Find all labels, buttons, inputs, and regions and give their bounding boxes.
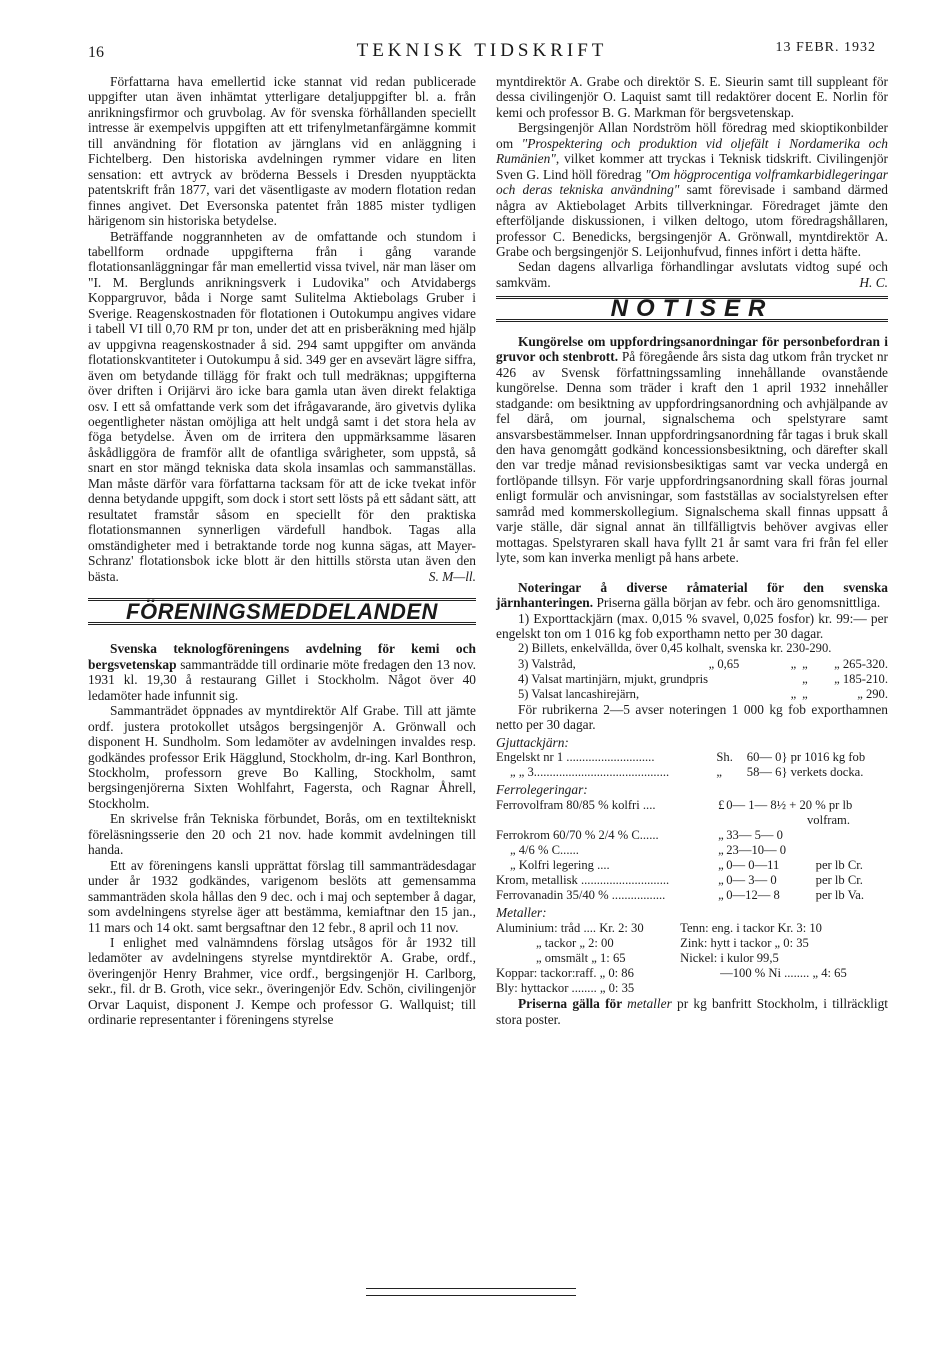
notice-heading: Kungörelse om uppfordringsanordningar för personbefordran i gruvor och stenbrott. xyxy=(496,333,888,365)
lecture-paragraph: Bergsingenjör Allan Nordström höll föredrag med skioptikonbilder om "Prospektering och produktion vid oljefält i Nordamerika och Rumänien", vilket kommer att tryckas i Teknisk tidskrift. Civilingenjör Sven G. Lind höll föredrag "Om högprocentiga volframkarbidlegeringar och deras tekniska användning" samt förevisade i samband därmed några av Aktiebolaget Arbits tillverkningar. Föredraget jämte den efterföljande diskussionen, i vilken deltogo, utom föredragshållaren, professor C. Benedicks, bergsingenjör A. Grönwall, myntdirektör A. Grabe och bergsingenjör S. Leijonhufvud, finnes infört i detta häfte. xyxy=(496,120,888,259)
table-row: „ tackor „ 2: 00 Zink: hytt i tackor „ 0: 35 xyxy=(536,935,809,950)
table-row: „ Kolfri legering .... „ 0— 0—11 per lb Cr. xyxy=(510,858,863,873)
ferrolegeringar-label: Ferrolegeringar: xyxy=(496,782,588,798)
closing-paragraph: Sedan dagens allvarliga förhandlingar avslutats vidtog supé och samkväm. H. C. xyxy=(496,259,888,290)
meeting-paragraph: En skrivelse från Tekniska förbundet, Borås, om en textiltekniskt föreläsningsserie den 20 och 21 nov. hade kommit avdelningen till handa. xyxy=(88,811,476,858)
gjuttackjarn-label: Gjuttackjärn: xyxy=(496,734,569,750)
ferrolegeringar-table xyxy=(496,798,888,904)
table-row: „ omsmält „ 1: 65 Nickel: i kulor 99,5 xyxy=(536,951,779,966)
table-row: 4) Valsat martinjärn, mjukt, grundpris „ „ 185-210. xyxy=(518,671,888,686)
journal-title: TEKNISK TIDSKRIFT xyxy=(356,40,608,61)
table-row: Ferrovanadin 35/40 % ................. „ 0—12— 8 per lb Va. xyxy=(496,888,865,903)
table-row: Bly: hyttackor ........ „ 0: 35 xyxy=(496,981,635,996)
table-row: Ferrokrom 60/70 % 2/4 % C...... „ 33— 5— 0 xyxy=(496,827,783,842)
closing-signature: H. C. xyxy=(859,274,888,290)
metaller-label: Metaller: xyxy=(496,905,547,921)
footer-rule xyxy=(366,1288,576,1296)
meeting-paragraph: Ett av föreningens kansli upprättat förslag till sammanträdesdagar under år 1932 godkändes, varigenom beslöts att gemensamma sammanträden skola hållas den 9 dec. och i maj och september å dagar, som avdelningens styrelse äger att bestämma, kemiaftnar den 15 jan., 11 mars och 14 okt. samt bergsaftnar den 12 febr., 8 april och 11 nov. xyxy=(88,857,476,935)
page-number: 16 xyxy=(88,44,104,61)
meeting-heading: Svenska teknologföreningens avdelning för kemi och bergsvetenskap xyxy=(88,641,476,672)
export-item: 1) Exporttackjärn (max. 0,015 % svavel, 0,025 fosfor) kr. 99:— per engelskt ton om 1 016 kg fob exporthamn netto per 30 dagar. xyxy=(496,610,888,641)
table-row: Engelskt nr 1 ............................ Sh. 60— 0 } pr 1016 kg fob xyxy=(496,750,866,765)
table-row: Koppar: tackor:raff. „ 0: 86 —100 % Ni ........ „ 4: 65 xyxy=(496,966,847,981)
review-paragraph: Beträffande noggrannheten av de omfattande och stundom i tabellform ordnade uppgifterna från i gång varande flotationsanläggningar får man emellertid vissa tvivel, när man läser om "I. M. Berglunds anrikningsverk i Ludovika" och Atvidabergs Koppargruvor, båda i Norge samt Sulitelma Aktiebolags Gruber i Sverige. Reagenskostnaden för flotationen i Outokumpu angives vidare i tabell VI till 0,70 RM pr ton, under det att en prisberäkning med hjälp av uppgivna reagenskostnader å sid. 294 samt uppgifter om använda flotationskvantiteter i Outokumpu å sid. 349 ger en avsevärt lägre siffra, även om betydande tillägg för frakt och tull medräknas; uppgifterna över driften i Orijärvi äro icke bara gamla utan även direkt felaktiga osv. I ett så omfattande verk som det ifrågavarande, äro givetvis dylika oegentligheter nästan omöjliga att helt undgå samt i det stora hela av föga betydelse. Även om de irritera den uppmärksamme läsaren åskådliggöra de framför allt de ofantliga svårigheter, som uppstå, så snart en stor mängd tekniska data skola insamlas och sammanställas. Man måste därför vara författarna tacksam för att de icke tvekat inför denna betydande uppgift, som dock i stort sett lösts på ett sådant sätt, att resultatet framstår såsom en speciellt för den praktiska flotationsmannen synnerligen värdefull handbok. Tagas alla omständigheter med i betraktande torde nog kunna sägas, att Mayer-Schranz' flotationsbok icke blott är den hittills största utan även den bästa. S. M—ll. xyxy=(88,228,476,584)
meeting-paragraph: Sammanträdet öppnades av myntdirektör Alf Grabe. Till att jämte ordf. justera protokollet utsågos bergsingenjör A. Grönwall och disponent H. Sundholm. Som ledamöter av avdelningen invaldes resp. godkändes professor Erik Hägglund, Stockholm, dr-ing. Karl Bonthron, Stockholm, professorn greve Bo Kalling, Stockholm, samt bergsingenjörerna Sixten Wohlfahrt, Fagersta, och Ragnar Åhrell, Stockholm. xyxy=(88,703,476,811)
table-row: Aluminium: tråd .... Kr. 2: 30 Tenn: eng. i tackor Kr. 3: 10 xyxy=(496,920,822,935)
right-column xyxy=(496,74,888,1027)
prices-heading: Noteringar å diverse råmaterial för den svenska järnhanteringen. xyxy=(496,579,888,611)
metaller-table xyxy=(496,921,888,996)
metal-note: Priserna gälla för metaller pr kg banfritt Stockholm, i tillräckligt stora poster. xyxy=(496,996,888,1027)
lecture-title: "Om högprocentiga volframkarbidlegeringar och deras tekniska användning" xyxy=(496,166,888,198)
table-row: volfram. xyxy=(806,812,850,827)
section-title-foreningsmeddelanden: FÖRENINGSMEDDELANDEN xyxy=(88,598,476,625)
lecture-title: "Prospektering och produktion vid oljefält i Nordamerika och Rumänien" xyxy=(496,135,888,167)
table-row: 5) Valsat lancashirejärn, „ „ „ 290. xyxy=(518,686,888,701)
notice-paragraph: Kungörelse om uppfordringsanordningar för personbefordran i gruvor och stenbrott. På föregående års sista dag utkom från trycket nr 426 av Svensk författningssamling innehållande ovanstående kungörelse. Denna som träder i kraft den 1 april 1932 innehåller stadgande: om besiktning av uppfordringsanordning och avhjälpande av fel därå, om journal, signalschema och spelstyrare samt ansvarsbestämmelser. Innan uppfordringsanordning får tagas i bruk skall den hava genomgått godkänd koncessionsbesiktning, och därefter skall den var tredje månad revisionsbesiktigas samt var vecka undergå en fortlöpande tillsyn. För varje uppfordringsanordning skall föras journal enligt formulär och anvisningar, som fastställas av socialstyrelsen efter samråd med kommerskollegium. Signalschema skall finnas uppsatt å varje ställe, där signal annat än tillfälligtvis behöver avgivas eller mottagas. Spelstyraren skall hava fyllt 21 år samt vara fri från fel eller lyte, som kan inverka menligt på hans arbete. xyxy=(496,333,888,566)
gjuttackjarn-table xyxy=(496,750,888,780)
table-row: „ 4/6 % C...... „ 23—10— 0 xyxy=(510,843,787,858)
table-row: Ferrovolfram 80/85 % kolfri .... £ 0— 1— 8½ + 20 % pr lb xyxy=(496,797,853,812)
issue-date: 13 FEBR. 1932 xyxy=(775,40,876,55)
review-signature: S. M—ll. xyxy=(428,568,476,584)
table-row: 2) Billets, enkelvällda, över 0,45 kolhalt, svenska kr. 230-290. xyxy=(518,641,832,656)
meeting-paragraph: Svenska teknologföreningens avdelning för kemi och bergsvetenskap sammanträdde till ordinarie möte fredagen den 13 nov. 1931 kl. 19,30 å restaurang Gillet i Stockholm. Något över 40 ledamöter hade infunnit sig. xyxy=(88,641,476,703)
page-header xyxy=(88,38,876,64)
table-row: 3) Valstråd, „ 0,65 „ „ „ 265-320. xyxy=(518,656,888,671)
prices-paragraph: Noteringar å diverse råmaterial för den svenska järnhanteringen. Priserna gälla början av febr. och äro genomsnittliga. xyxy=(496,579,888,611)
left-column xyxy=(88,74,476,1028)
review-paragraph: Författarna hava emellertid icke stannat vid redan publicerade uppgifter utan även inhämtat ytterligare detaljuppgifter bl. a. från anrikningsfirmor och gruvbolag. Av för svenska förhållanden speciellt intresse är exempelvis uppgiften att ett trifenylmetanfärgämne kommit till användning för flotation av järnglans vid en anläggning i Fichtelberg. Den historiska avdelningen rymmer vidare en liten sensation: ett avtryck av bröderna Bessels i Dresden nyupptäckta patentskrift från 1877, vari det väsentligaste av modern flotation redan finnes angivet. Det Eversonska patentet från 1885 mister tydligen härigenom sin historiska betydelse. xyxy=(88,74,476,229)
table-row: Krom, metallisk ............................ „ 0— 3— 0 per lb Cr. xyxy=(496,873,863,888)
rubric-note: För rubrikerna 2—5 avser noteringen 1 000 kg fob exporthamnen netto per 30 dagar. xyxy=(496,701,888,733)
section-title-notiser: NOTISER xyxy=(496,296,888,321)
table-row: „ „ 3........................................... „ 58— 6 } verkets docka. xyxy=(510,765,864,780)
meeting-paragraph: I enlighet med valnämndens förslag utsågos för år 1932 till ledamöter av avdelningens styrelse myntdirektör A. Grabe, ordf., överingenjör Henry Brahmer, vice ordf., bergsingenjör H. Carlborg, sekr., fil. dr B. Groth, vice sekr., överingenjör Edv. Schön, civilingenjör Orvar Laquist, disponent J. Kempe och professor G. Wallquist; till ordinarie representanter i föreningens styrelse xyxy=(88,935,476,1028)
sek-price-table xyxy=(496,641,888,701)
continued-paragraph: myntdirektör A. Grabe och direktör S. E. Sieurin samt till suppleant för dessa civilingenjör O. Laquist samt till redaktörer docent E. Norlin för kemi och professor B. G. Markman för bergsvetenskap. xyxy=(496,74,888,120)
